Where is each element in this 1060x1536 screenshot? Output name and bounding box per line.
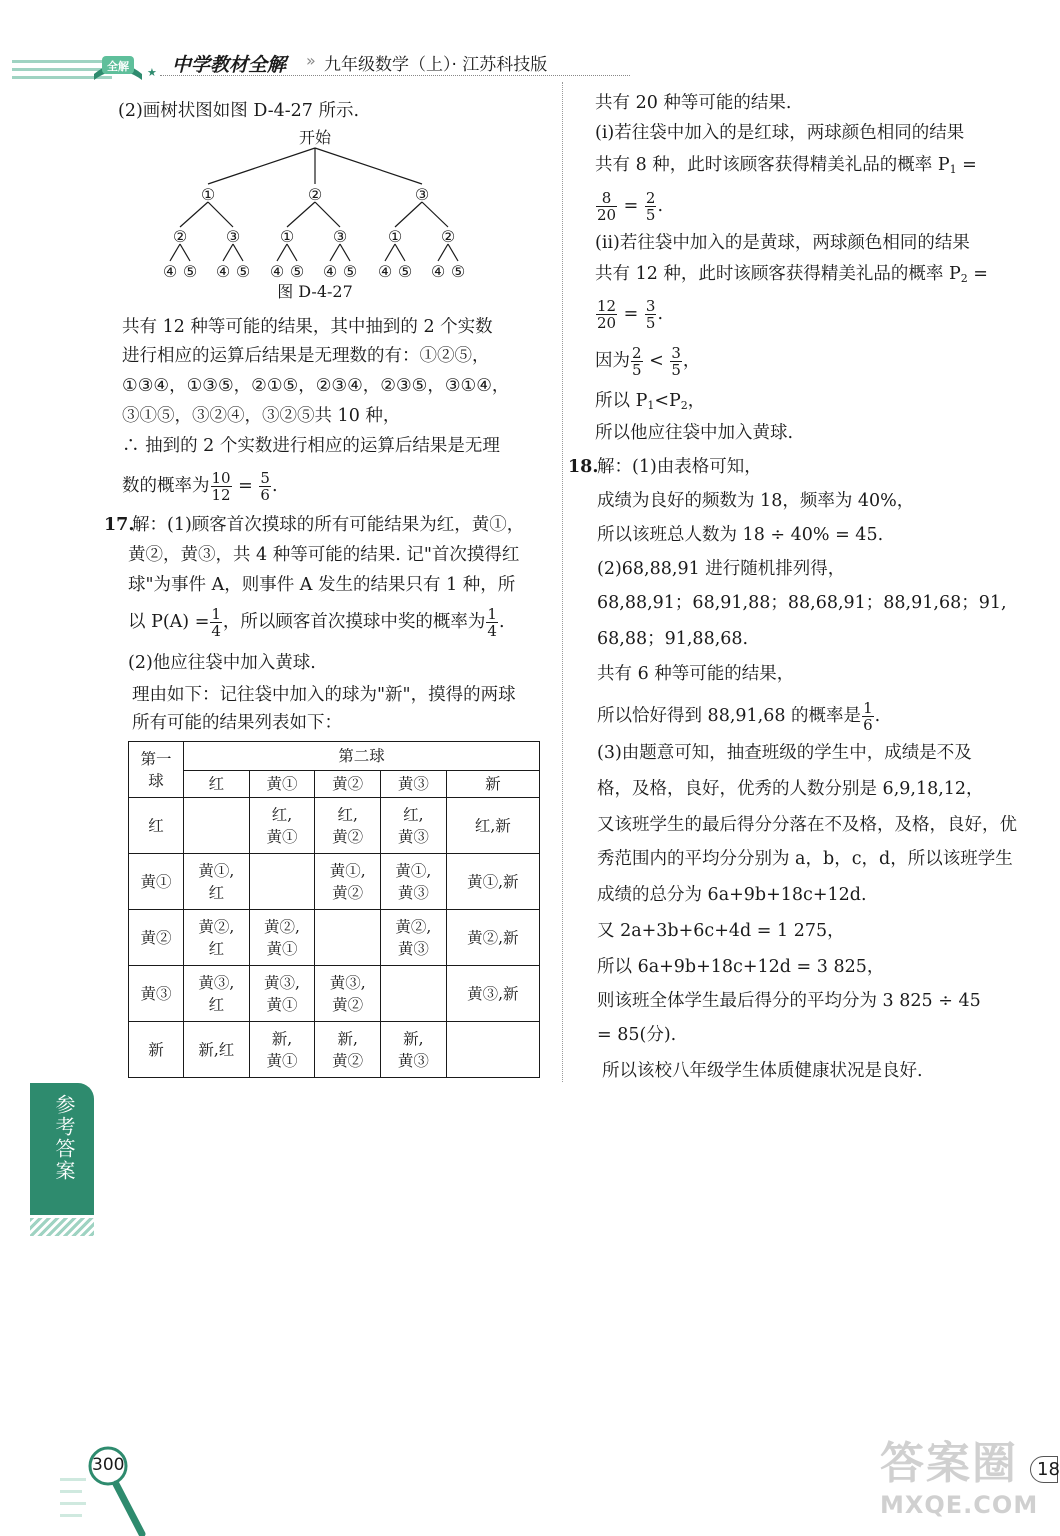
book-logo-icon <box>88 44 148 84</box>
row-header: 新 <box>129 1022 184 1078</box>
corner-page-fragment: 18 <box>1030 1456 1058 1483</box>
table-cell: 黄③, 红 <box>184 966 250 1022</box>
q18-line-6: 68,88；91,88,68. <box>597 629 749 649</box>
tree-node-level3: ⑤ <box>342 262 358 281</box>
q18-probability-line: 所以恰好得到 88,91,68 的概率是 $\frac{1}{6}$ . <box>597 699 881 734</box>
results-table <box>128 741 540 1078</box>
q18-line-1: 解：(1)由表格可知， <box>597 457 762 477</box>
table-cell: 黄③, 黄① <box>249 966 315 1022</box>
tree-node-level2: ② <box>172 227 188 246</box>
fraction-3-5-b: $\frac{3}{5}$ <box>671 344 681 379</box>
fraction-1-4-a: $\frac{1}{4}$ <box>211 605 221 640</box>
tree-node-level2: ② <box>440 227 456 246</box>
table-cell <box>381 966 447 1022</box>
fraction-8-20: $\frac{8}{20}$ <box>597 189 617 224</box>
table-cell: 新, 黄② <box>315 1022 381 1078</box>
tree-caption: 图 D-4-27 <box>277 282 353 301</box>
table-cell: 黄①, 黄② <box>315 854 381 910</box>
tree-node-level3: ④ <box>322 262 338 281</box>
r-line-4: $\frac{8}{20}$ = $\frac{2}{5}$ . <box>597 189 664 224</box>
q18-line-5: 68,88,91；68,91,88；88,68,91；88,91,68；91, <box>597 593 1007 613</box>
table-cell: 黄①, 黄③ <box>381 854 447 910</box>
tree-root: 开始 <box>298 128 332 147</box>
q18-p3-line-1: (3)由题意可知，抽查班级的学生中，成绩是不及 <box>597 743 972 763</box>
fraction-10-12: $\frac{10}{12}$ <box>211 469 231 504</box>
q17-part2-line-2: 理由如下：记往袋中加入的球为"新"，摸得的两球 <box>132 685 516 705</box>
fraction-2-5: $\frac{2}{5}$ <box>645 189 656 224</box>
q17-line-1: 解：(1)顾客首次摸球的所有可能结果为红，黄①， <box>132 515 525 535</box>
p2-conclusion: 数的概率为 $\frac{10}{12}$ = $\frac{5}{6}$ . <box>122 469 278 504</box>
page-number: 300 <box>92 1455 125 1475</box>
r-line-2: (ⅰ)若往袋中加入的是红球，两球颜色相同的结果 <box>595 123 965 143</box>
side-tab-hatch <box>30 1218 94 1236</box>
q18-p3-line-9: = 85(分). <box>597 1025 677 1045</box>
table-cell: 黄②,新 <box>446 910 539 966</box>
q18-p3-line-10: 所以该校八年级学生体质健康状况是良好. <box>602 1061 923 1081</box>
p2-line-2: 进行相应的运算后结果是无理数的有：①②⑤， <box>122 346 490 366</box>
fraction-2-5-b: $\frac{2}{5}$ <box>632 344 642 379</box>
second-ball-header: 第二球 <box>184 742 540 771</box>
row-header: 黄③ <box>129 966 184 1022</box>
q18-p3-line-3: 又该班学生的最后得分分落在不及格，及格，良好，优 <box>597 815 1017 835</box>
part2-intro: (2)画树状图如图 D-4-27 所示. <box>118 101 360 121</box>
row-header: 黄① <box>129 854 184 910</box>
q17-line-2: 黄②，黄③，共 4 种等可能的结果. 记"首次摸得红 <box>128 545 520 565</box>
tree-node-level2: ① <box>387 227 403 246</box>
tree-node-level1: ① <box>200 185 216 204</box>
tree-node-level3: ④ <box>430 262 446 281</box>
question-18-number: 18. <box>568 457 599 477</box>
table-row <box>129 798 540 854</box>
col-header: 黄③ <box>381 771 447 798</box>
table-cell: 红, 黄① <box>249 798 315 854</box>
book-subtitle: 九年级数学（上）· 江苏科技版 <box>324 55 548 75</box>
table-cell: 黄②, 红 <box>184 910 250 966</box>
side-tab-label: 参考答案 <box>52 1094 76 1182</box>
q17-part2-line-1: (2)他应往袋中加入黄球. <box>128 653 316 673</box>
tree-node-level2: ① <box>279 227 295 246</box>
table-cell <box>315 910 381 966</box>
q17-line-3: 球"为事件 A，则事件 A 发生的结果只有 1 种，所 <box>128 575 516 595</box>
book-title: 中学教材全解 <box>172 54 287 76</box>
q18-line-7: 共有 6 种等可能的结果， <box>597 664 795 684</box>
tree-node-level3: ④ <box>215 262 231 281</box>
r-line-3: 共有 8 种，此时该顾客获得精美礼品的概率 $P_1$ = <box>595 155 977 176</box>
q18-line-4: (2)68,88,91 进行随机排列得， <box>597 559 846 579</box>
p2-line-1: 共有 12 种等可能的结果，其中抽到的 2 个实数 <box>122 317 493 337</box>
q18-p3-line-4: 秀范围内的平均分分别为 a，b，c，d，所以该班学生 <box>597 849 1013 869</box>
r-line-6: 共有 12 种，此时该顾客获得精美礼品的概率 $P_2$ = <box>595 264 988 285</box>
tree-node-level2: ③ <box>225 227 241 246</box>
table-row <box>129 854 540 910</box>
q17-part2-line-3: 所有可能的结果列表如下： <box>132 713 342 733</box>
fraction-12-20: $\frac{12}{20}$ <box>597 297 617 332</box>
r-line-8: 因为 $\frac{2}{5}$ < $\frac{3}{5}$ ， <box>595 344 701 379</box>
tree-node-level3: ④ <box>269 262 285 281</box>
column-divider <box>562 82 563 1082</box>
row-header: 红 <box>129 798 184 854</box>
p2-line-5: ∴ 抽到的 2 个实数进行相应的运算后结果是无理 <box>122 436 500 456</box>
table-row <box>129 910 540 966</box>
r-line-5: (ⅱ)若往袋中加入的是黄球，两球颜色相同的结果 <box>595 233 970 253</box>
r-line-1: 共有 20 种等可能的结果. <box>595 93 792 113</box>
table-cell: 新, 黄③ <box>381 1022 447 1078</box>
table-cell: 黄①,新 <box>446 854 539 910</box>
col-header: 黄② <box>315 771 381 798</box>
table-cell: 红, 黄② <box>315 798 381 854</box>
r-line-9: 所以 $P_1<P_2$， <box>595 391 706 412</box>
col-header: 红 <box>184 771 250 798</box>
q18-line-3: 所以该班总人数为 18 ÷ 40% = 45. <box>597 525 884 545</box>
q17-probability-line: 以 P(A) = $\frac{1}{4}$ ，所以顾客首次摸球中奖的概率为 $\frac{1}{4}$ . <box>128 605 505 640</box>
tree-node-level3: ⑤ <box>450 262 466 281</box>
fraction-1-4-b: $\frac{1}{4}$ <box>487 605 497 640</box>
q18-p3-line-8: 则该班全体学生最后得分的平均分为 3 825 ÷ 45 <box>597 991 981 1011</box>
r-line-10: 所以他应往袋中加入黄球. <box>595 423 794 443</box>
fraction-3-5: $\frac{3}{5}$ <box>645 297 656 332</box>
tree-node-level3: ⑤ <box>397 262 413 281</box>
p2-conclusion-text: 数的概率为 <box>122 476 210 496</box>
q18-p3-line-7: 所以 6a+9b+18c+12d = 3 825， <box>597 957 885 977</box>
tree-node-level3: ⑤ <box>289 262 305 281</box>
watermark-logo: 答案圈 MXQE.COM <box>880 1438 1039 1519</box>
col-header: 黄① <box>249 771 315 798</box>
table-row <box>129 966 540 1022</box>
table-cell: 新, 黄① <box>249 1022 315 1078</box>
tree-node-level2: ③ <box>332 227 348 246</box>
table-cell: 黄①, 红 <box>184 854 250 910</box>
table-cell <box>249 854 315 910</box>
table-cell <box>446 1022 539 1078</box>
double-chevron-icon: » <box>306 51 316 70</box>
fraction-1-6: $\frac{1}{6}$ <box>863 699 873 734</box>
col-header: 新 <box>446 771 539 798</box>
tree-node-level3: ④ <box>162 262 178 281</box>
tree-diagram <box>150 124 490 304</box>
q18-p3-line-6: 又 2a+3b+6c+4d = 1 275， <box>597 921 845 941</box>
table-cell: 红,新 <box>446 798 539 854</box>
tree-node-level3: ④ <box>377 262 393 281</box>
table-corner: 第一 球 <box>129 742 184 798</box>
table-cell: 黄②, 黄③ <box>381 910 447 966</box>
q18-p3-line-5: 成绩的总分为 6a+9b+18c+12d. <box>597 885 867 905</box>
table-cell: 黄③,新 <box>446 966 539 1022</box>
tree-node-level1: ② <box>307 185 323 204</box>
star-icon: ★ <box>147 66 157 79</box>
question-17-number: 17. <box>104 515 135 535</box>
q18-p3-line-2: 格，及格，良好，优秀的人数分别是 6,9,18,12， <box>597 779 984 799</box>
table-cell: 黄②, 黄① <box>249 910 315 966</box>
table-cell <box>184 798 250 854</box>
tree-node-level1: ③ <box>414 185 430 204</box>
table-cell: 红, 黄③ <box>381 798 447 854</box>
logo-text: 全解 <box>107 60 129 73</box>
row-header: 黄② <box>129 910 184 966</box>
q18-line-2: 成绩为良好的频数为 18，频率为 40%， <box>597 491 915 511</box>
tree-node-level3: ⑤ <box>235 262 251 281</box>
p2-line-4: ③①⑤，③②④，③②⑤共 10 种， <box>122 406 401 426</box>
r-line-7: $\frac{12}{20}$ = $\frac{3}{5}$ . <box>597 297 664 332</box>
header-rule <box>160 75 630 76</box>
table-cell: 新,红 <box>184 1022 250 1078</box>
p2-line-3: ①③④，①③⑤，②①⑤，②③④，②③⑤，③①④， <box>122 376 510 396</box>
table-row <box>129 1022 540 1078</box>
fraction-5-6: $\frac{5}{6}$ <box>260 469 270 504</box>
tree-node-level3: ⑤ <box>182 262 198 281</box>
table-cell: 黄③, 黄② <box>315 966 381 1022</box>
